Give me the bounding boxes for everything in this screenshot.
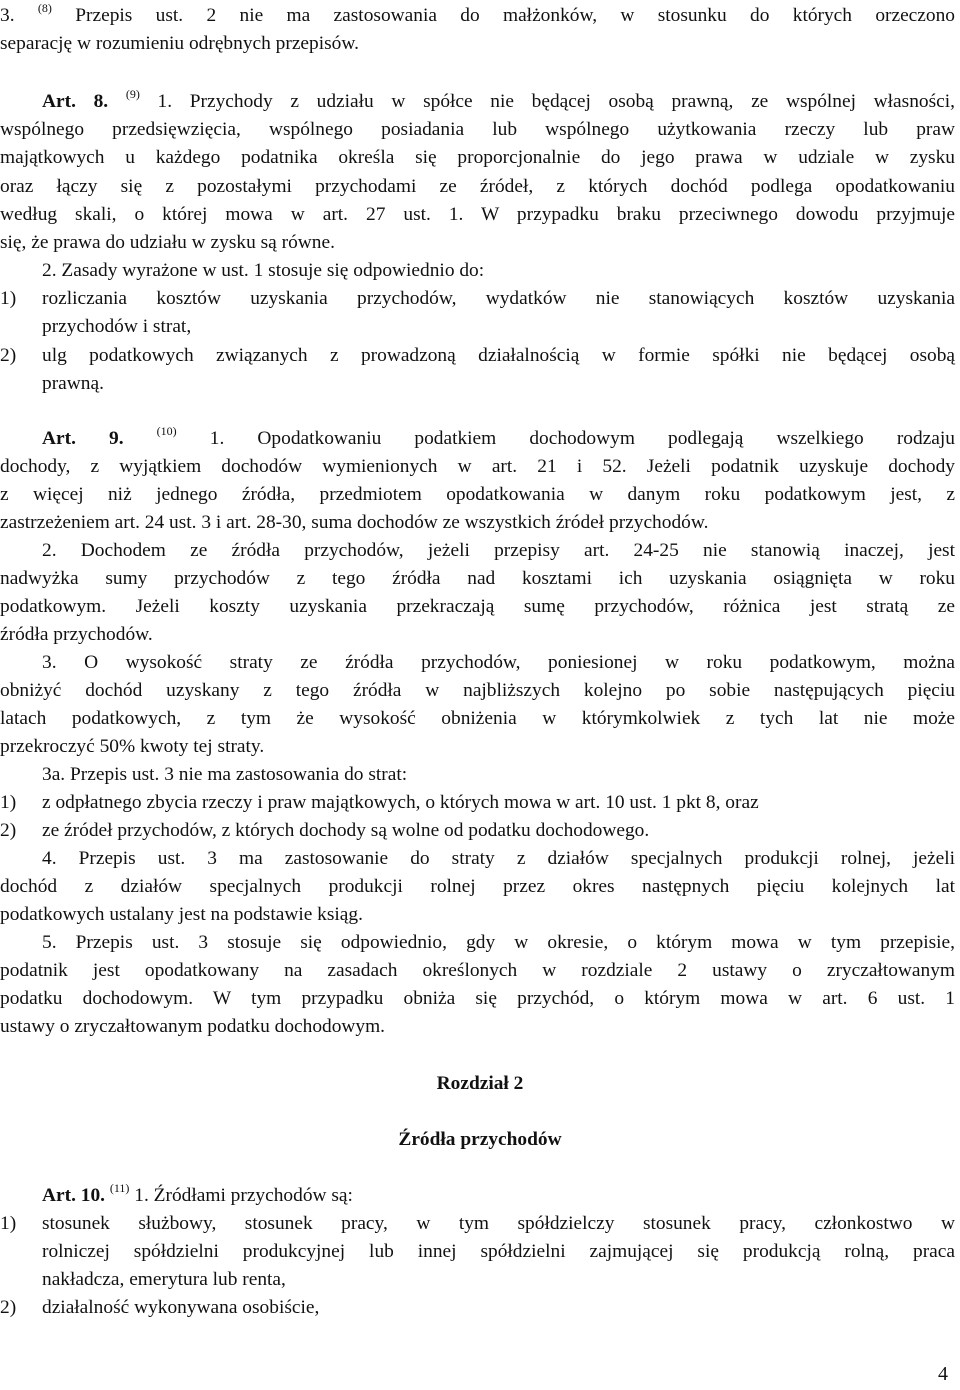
list-item-text: nakładcza, emerytura lub renta,: [42, 1269, 286, 1290]
list-item-text: rozliczania kosztów uzyskania przychodów, wydatków nie stanowiących kosztów uzyskania: [42, 288, 955, 309]
art-9-line: 5. Przepis ust. 3 stosuje się odpowiednio, gdy w okresie, o którym mowa w tym przepisie,: [42, 932, 955, 953]
art-9-line: latach podatkowych, z tym że wysokość obniżenia w którymkolwiek z tych lat nie może: [0, 708, 955, 729]
art-9-line: podatnik jest opodatkowany na zasadach określonych w rozdziale 2 ustawy o zryczałtowanym: [0, 960, 955, 981]
page-number: 4: [938, 1363, 948, 1385]
list-item-text: stosunek służbowy, stosunek pracy, w tym spółdzielczy stosunek pracy, członkostwo w: [42, 1213, 955, 1234]
article-label: Art. 8.: [42, 91, 109, 112]
list-item-text: prawną.: [42, 373, 104, 394]
art-10-heading-line: Art. 10. $^{(11)}$ 1. Źródłami przychodów są:: [42, 1180, 353, 1206]
list-item-text: działalność wykonywana osobiście,: [42, 1297, 320, 1318]
art-9-line: podatkowych ustalany jest na podstawie ksiąg.: [0, 904, 363, 925]
art-8-line: 2. Zasady wyrażone w ust. 1 stosuje się odpowiednio do:: [42, 260, 485, 281]
article-label: Art. 10.: [42, 1185, 106, 1206]
art-9-line: podatku dochodowym. W tym przypadku obniża się przychód, o którym mowa w art. 6 ust. 1: [0, 988, 955, 1009]
art-9-heading-line: Art. 9. $^{(10)}$ 1. Opodatkowaniu podatkiem dochodowym podlegają wszelkiego rodzaju: [42, 423, 955, 449]
art-9-line: ustawy o zryczałtowanym podatku dochodowym.: [0, 1016, 386, 1037]
art-8-line: majątkowych u każdego podatnika określa się proporcjonalnie do jego prawa w udziale w zysku: [0, 147, 955, 168]
art-9-line: 2. Dochodem ze źródła przychodów, jeżeli przepisy art. 24-25 nie stanowią inaczej, jest: [42, 540, 955, 561]
art-9-line: dochód z działów specjalnych produkcji rolnej przez okres następnych pięciu kolejnych lat: [0, 876, 955, 897]
list-item-text: rolniczej spółdzielni produkcyjnej lub innej spółdzielni zajmującej się produkcją rolną, praca: [42, 1241, 955, 1262]
art-9-line: 3a. Przepis ust. 3 nie ma zastosowania do strat:: [42, 764, 408, 785]
chapter-title: Źródła przychodów: [398, 1129, 562, 1150]
list-item-text: przychodów i strat,: [42, 316, 192, 337]
list-item-text: ze źródeł przychodów, z których dochody są wolne od podatku dochodowego.: [42, 820, 650, 841]
art-9-line: przekroczyć 50% kwoty tej straty.: [0, 736, 265, 757]
art-9-line: dochody, z wyjątkiem dochodów wymienionych w art. 21 i 52. Jeżeli podatnik uzyskuje dochody: [0, 456, 955, 477]
chapter-number: Rozdział 2: [436, 1073, 524, 1094]
art-9-line: 4. Przepis ust. 3 ma zastosowanie do straty z działów specjalnych produkcji rolnej, jeżeli: [42, 848, 955, 869]
art-8-line: oraz łączy się z pozostałymi przychodami ze źródeł, z których dochód podlega opodatkowaniu: [0, 176, 955, 197]
art-8-line: według skali, o której mowa w art. 27 ust. 1. W przypadku braku przeciwnego dowodu przyjmuje: [0, 204, 955, 225]
art-9-line: 3. O wysokość straty ze źródła przychodów, poniesionej w roku podatkowym, można: [42, 652, 955, 673]
art-9-line: nadwyżka sumy przychodów z tego źródła nad kosztami ich uzyskania osiągnięta w roku: [0, 568, 955, 589]
art-8-heading-line: Art. 8. $^{(9)}$ 1. Przychody z udziału w spółce nie będącej osobą prawną, ze wspólnej własności,: [42, 86, 955, 112]
paragraph-3-line-1: 3. $^{(8)}$ Przepis ust. 2 nie ma zastosowania do małżonków, w stosunku do których orzeczono: [0, 0, 955, 26]
paragraph-3-line-2: separację w rozumieniu odrębnych przepisów.: [0, 33, 359, 54]
art-9-line: z więcej niż jednego źródła, przedmiotem opodatkowania w danym roku podatkowym jest, z: [0, 484, 955, 505]
article-label: Art. 9.: [42, 428, 124, 449]
list-item-text: ulg podatkowych związanych z prowadzoną działalnością w formie spółki nie będącej osobą: [42, 345, 955, 366]
list-item-text: z odpłatnego zbycia rzeczy i praw majątkowych, o których mowa w art. 10 ust. 1 pkt 8, oraz: [42, 792, 759, 813]
art-9-line: zastrzeżeniem art. 24 ust. 3 i art. 28-30, suma dochodów ze wszystkich źródeł przychodów.: [0, 512, 709, 533]
art-9-line: źródła przychodów.: [0, 624, 153, 645]
art-9-line: podatkowym. Jeżeli koszty uzyskania przekraczają sumę przychodów, różnica jest stratą ze: [0, 596, 955, 617]
art-9-line: obniżyć dochód uzyskany z tego źródła w najbliższych kolejno po sobie następujących pięciu: [0, 680, 955, 701]
art-8-line: się, że prawa do udziału w zysku są równe.: [0, 232, 335, 253]
art-8-line: wspólnego przedsięwzięcia, wspólnego posiadania lub wspólnego użytkowania rzeczy lub praw: [0, 119, 955, 140]
